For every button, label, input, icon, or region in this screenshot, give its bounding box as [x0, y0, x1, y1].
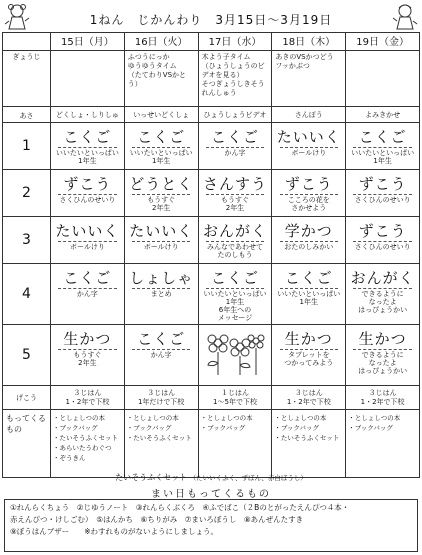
- lesson-cell: [198, 123, 272, 170]
- girl-left-icon: [4, 2, 30, 32]
- event-cell: [346, 51, 420, 107]
- dashed-divider: [280, 288, 338, 289]
- day-header: 15日（月）: [51, 33, 125, 51]
- dashed-divider: [206, 147, 264, 148]
- lesson-detail: ボールけり: [291, 149, 327, 157]
- dashed-divider: [58, 241, 116, 242]
- subject: ずこう: [358, 222, 407, 240]
- lesson-cell: [346, 217, 420, 264]
- lesson-cell: [198, 170, 272, 217]
- dashed-divider: [353, 194, 411, 195]
- lesson-cell: [346, 170, 420, 217]
- dashed-divider: [353, 288, 411, 289]
- items-cell: ・としょしつの本 ・ブックバッグ ・たいそうふくセット ・あらいたうわぐつ ・ぞうきん: [51, 410, 125, 478]
- period-row: [3, 217, 420, 264]
- dashed-divider: [280, 241, 338, 242]
- lesson-cell: [272, 123, 346, 170]
- row-label-dismissal: げこう: [3, 386, 51, 410]
- dashed-divider: [280, 349, 338, 350]
- subject: 生かつ: [358, 330, 407, 348]
- row-label-events: ぎょうじ: [3, 51, 51, 107]
- lesson-detail: さくひんのせいり: [354, 196, 411, 204]
- dashed-divider: [353, 241, 411, 242]
- lesson-cell: [51, 264, 125, 325]
- period-number: 3: [3, 217, 51, 264]
- lesson-cell: [198, 264, 272, 325]
- dismissal-row: [3, 386, 420, 410]
- lesson-cell: [346, 325, 420, 386]
- lesson-detail: いいたいといっぱい 1年生 6年生への メッセージ: [203, 290, 267, 322]
- gym-set-title: たいそうふくセット: [115, 473, 188, 482]
- daily-items-line: ⑨ぼうはんブザー ※わすれものがないようにしましょう。: [10, 527, 219, 536]
- corner-cell: [3, 33, 51, 51]
- subject: おんがく: [350, 269, 415, 287]
- subject: ずこう: [63, 175, 112, 193]
- morning-cell: どくしょ・しりしゅ: [51, 107, 125, 123]
- lesson-detail: できるように なったよ はっぴょうかい: [358, 351, 408, 375]
- daily-items-box: [4, 499, 418, 552]
- items-cell: ・としょしつの本 ・ブックバッグ ・たいそうふくセット: [272, 410, 346, 478]
- subject: ずこう: [358, 175, 407, 193]
- subject: しょしゃ: [129, 269, 194, 287]
- gym-set-note: [0, 472, 422, 483]
- lesson-detail: ボールけり: [69, 243, 105, 251]
- lesson-cell: [124, 170, 198, 217]
- dismissal-cell: ３じはん 1年だけで下校: [124, 386, 198, 410]
- period-number: 5: [3, 325, 51, 386]
- subject: こくご: [137, 330, 186, 348]
- subject: 生かつ: [284, 330, 333, 348]
- subject: こくご: [210, 269, 259, 287]
- row-label-items: もってくるもの: [3, 410, 51, 478]
- lesson-detail: みんなであわせて たのしもう: [206, 243, 263, 259]
- lesson-cell: [51, 325, 125, 386]
- event-cell: ふつうにっか ゆうゆうタイム （たてわりVSかとう）: [124, 51, 198, 107]
- dashed-divider: [353, 147, 411, 148]
- dashed-divider: [58, 288, 116, 289]
- lesson-detail: さくひんのせいり: [59, 196, 116, 204]
- gym-set-detail: （たいいくふく、ずぼん、赤白ぼうし）: [189, 474, 307, 482]
- items-cell: ・としょしつの本 ・ブックバッグ ・たいそうふくセット: [124, 410, 198, 478]
- items-cell: ・としょしつの本 ・ブックバッグ: [346, 410, 420, 478]
- subject: どうとく: [129, 175, 194, 193]
- subject: こくご: [137, 128, 186, 146]
- period-row: [3, 325, 420, 386]
- lesson-detail: かん字: [76, 290, 98, 298]
- subject: ずこう: [284, 175, 333, 193]
- lesson-detail: いいたいといっぱい 1年生: [351, 149, 415, 165]
- daily-items-heading: まい日もってくるもの: [151, 489, 271, 500]
- day-header: 18日（木）: [272, 33, 346, 51]
- period-row: [3, 264, 420, 325]
- subject: こくご: [284, 269, 333, 287]
- morning-cell: ひょうしょうビデオ: [198, 107, 272, 123]
- row-label-morning: あさ: [3, 107, 51, 123]
- subject: たいいく: [276, 128, 341, 146]
- dashed-divider: [206, 194, 264, 195]
- items-cell: ・としょしつの本 ・ブックバッグ: [198, 410, 272, 478]
- dashed-divider: [132, 194, 190, 195]
- morning-cell: さんぽう: [272, 107, 346, 123]
- lesson-detail: おたのしみかい: [284, 243, 334, 251]
- subject: こくご: [210, 128, 259, 146]
- subject: こくご: [63, 128, 112, 146]
- morning-cell: よみきかせ: [346, 107, 420, 123]
- lesson-cell: [124, 123, 198, 170]
- dashed-divider: [132, 241, 190, 242]
- subject: おんがく: [202, 222, 267, 240]
- lesson-cell: [272, 264, 346, 325]
- period-number: 2: [3, 170, 51, 217]
- dashed-divider: [353, 349, 411, 350]
- dismissal-cell: １じはん 1〜5年で下校: [198, 386, 272, 410]
- dashed-divider: [58, 147, 116, 148]
- subject: たいいく: [55, 222, 120, 240]
- items-row: [3, 410, 420, 478]
- period-number: 4: [3, 264, 51, 325]
- lesson-detail: もうすぐ 2年生: [147, 196, 176, 212]
- lesson-detail: かん字: [150, 351, 172, 359]
- events-row: [3, 51, 420, 107]
- lesson-cell: [51, 217, 125, 264]
- day-header: 16日（火）: [124, 33, 198, 51]
- timetable: [2, 32, 420, 478]
- lesson-detail: タブレットを つかってみよう: [284, 351, 334, 367]
- page-title: 1ねん じかんわり 3月15日～3月19日: [89, 12, 333, 27]
- lesson-detail: かん字: [224, 149, 246, 157]
- lesson-cell: [124, 264, 198, 325]
- subject: 学かつ: [284, 222, 333, 240]
- lesson-cell: [272, 217, 346, 264]
- subject: たいいく: [129, 222, 194, 240]
- lesson-detail: いいたいといっぱい 1年生: [55, 149, 119, 165]
- daily-items-line: 赤えんぴつ・けしごむ） ⑤はんかち ⑥ちりがみ ⑦まいろぼうし ⑧あんぜんたすき: [10, 515, 304, 524]
- lesson-detail: まとめ: [150, 290, 172, 298]
- lesson-detail: いいたいといっぱい 1年生: [129, 149, 193, 165]
- subject: こくご: [63, 269, 112, 287]
- lesson-detail: もうすぐ 2年生: [220, 196, 249, 212]
- day-header: 19日（金）: [346, 33, 420, 51]
- lesson-cell: [346, 264, 420, 325]
- lesson-cell: [124, 325, 198, 386]
- lesson-detail: こころの花を さかせよう: [287, 196, 330, 212]
- lesson-detail: いいたいといっぱい 1年生: [277, 290, 341, 306]
- period-row: [3, 170, 420, 217]
- flowers-icon: [200, 329, 270, 379]
- lesson-detail: もうすぐ 2年生: [73, 351, 102, 367]
- day-header-row: [3, 33, 420, 51]
- morning-cell: いっせいどくしょ: [124, 107, 198, 123]
- lesson-cell: [198, 217, 272, 264]
- lesson-cell: [51, 123, 125, 170]
- dashed-divider: [132, 147, 190, 148]
- dismissal-cell: ３じはん 1・2年で下校: [51, 386, 125, 410]
- period-number: 1: [3, 123, 51, 170]
- lesson-detail: できるように なったよ はっぴょうかい: [358, 290, 408, 314]
- lesson-cell: [124, 217, 198, 264]
- dashed-divider: [280, 194, 338, 195]
- daily-items-line: ①れんらくちょう ②じゆうノート ③れんらくぶくろ ④ふでばこ（２Bのとがったえんぴつ４本・: [10, 503, 350, 512]
- lesson-detail: さくひんのせいり: [354, 243, 411, 251]
- dashed-divider: [280, 147, 338, 148]
- period-row: [3, 123, 420, 170]
- day-header: 17日（水）: [198, 33, 272, 51]
- subject: さんすう: [202, 175, 267, 193]
- lesson-cell: [272, 325, 346, 386]
- dashed-divider: [132, 288, 190, 289]
- lesson-cell: [272, 170, 346, 217]
- dismissal-cell: ３じはん 1・2年で下校: [346, 386, 420, 410]
- lesson-cell: [346, 123, 420, 170]
- dashed-divider: [132, 349, 190, 350]
- event-cell: [51, 51, 125, 107]
- dashed-divider: [58, 349, 116, 350]
- lesson-cell-flowers: [198, 325, 272, 386]
- dashed-divider: [206, 288, 264, 289]
- event-cell: 木よう子タイム （ひょうしょうのビデオを見る） そつぎょうしきそうれんしゅう: [198, 51, 272, 107]
- subject: 生かつ: [63, 330, 112, 348]
- lesson-detail: ボールけり: [143, 243, 179, 251]
- lesson-cell: [51, 170, 125, 217]
- subject: こくご: [358, 128, 407, 146]
- dismissal-cell: ３じはん 1・2年で下校: [272, 386, 346, 410]
- dashed-divider: [58, 194, 116, 195]
- dashed-divider: [206, 241, 264, 242]
- event-cell: あきのVSかつどう フッかぶつ: [272, 51, 346, 107]
- morning-row: [3, 107, 420, 123]
- girl-right-icon: [392, 2, 418, 32]
